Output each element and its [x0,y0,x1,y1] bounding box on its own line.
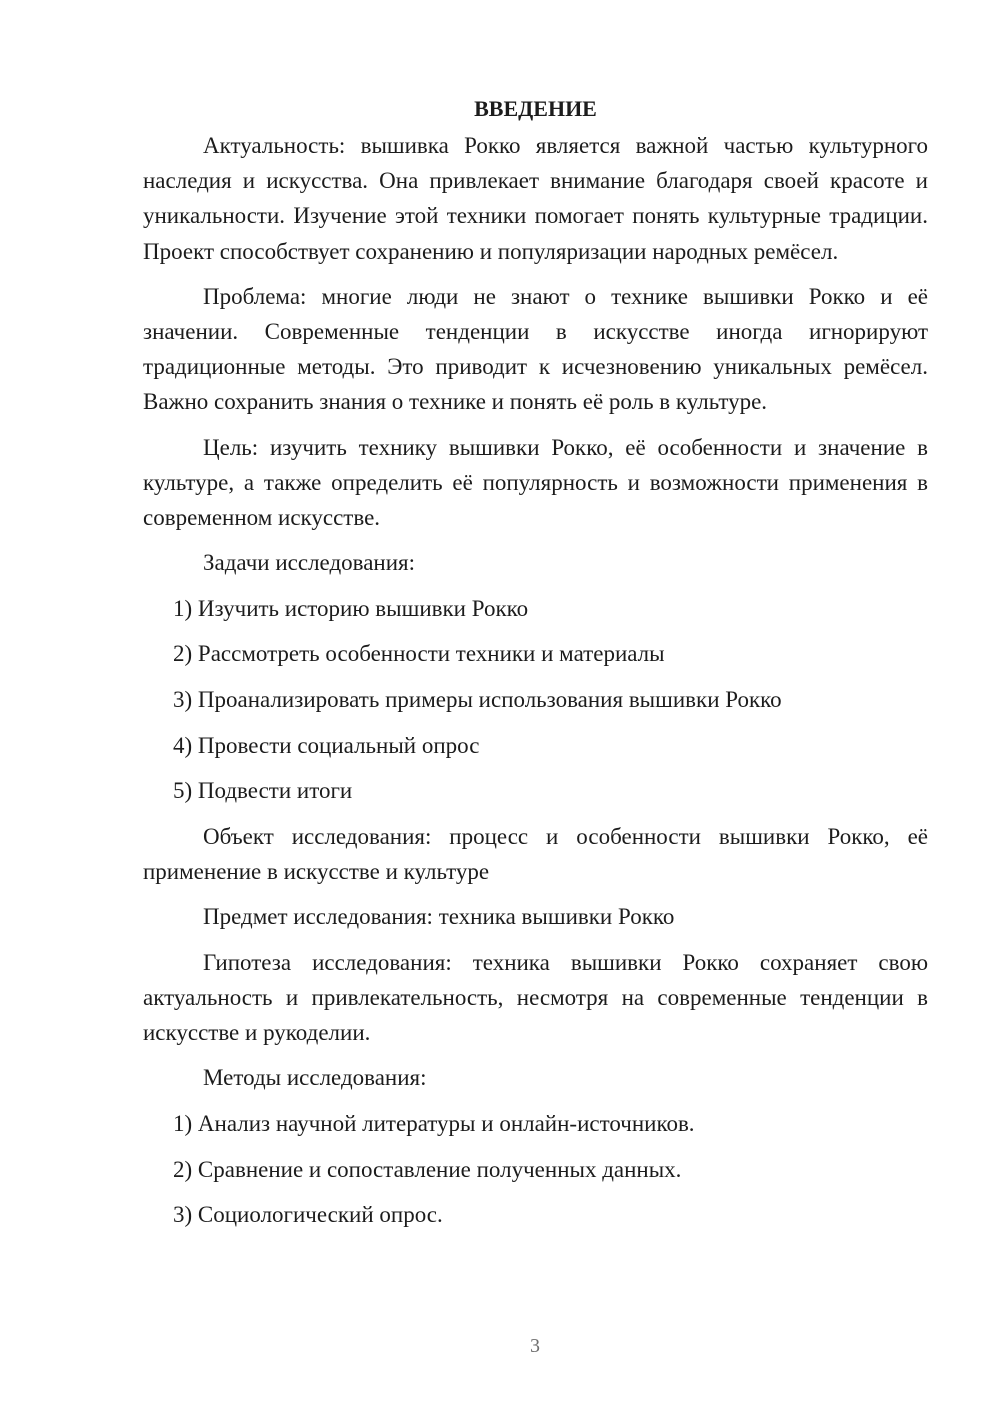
method-item: 2) Сравнение и сопоставление полученных данных. [173,1156,682,1182]
document-page [143,92,928,1243]
goal-paragraph: Цель: изучить технику вышивки Рокко, её особенности и значение в культуре, а также определить её популярность и возможности применения в современном искусстве. [143,434,928,531]
hypothesis-paragraph: Гипотеза исследования: техника вышивки Рокко сохраняет свою актуальность и привлекательность, несмотря на современные тенденции в искусстве и рукоделии. [143,949,928,1046]
relevance-paragraph: Актуальность: вышивка Рокко является важной частью культурного наследия и искусства. Она привлекает внимание благодаря своей красоте и уникальности. Изучение этой техники помогает понять культурные традиции. Проект способствует сохранению и популяризации народных ремёсел. [143,133,928,264]
section-title: ВВЕДЕНИЕ [474,96,597,121]
method-item: 1) Анализ научной литературы и онлайн-источников. [173,1111,695,1136]
task-item: 3) Проанализировать примеры использования вышивки Рокко [173,687,782,713]
subject-paragraph: Предмет исследования: техника вышивки Рокко [203,904,675,930]
problem-paragraph: Проблема: многие люди не знают о технике вышивки Рокко и её значении. Современные тенденции в искусстве иногда игнорируют традиционные методы. Это приводит к исчезновению уникальных ремёсел. Важно сохранить знания о технике и понять её роль в культуре. [143,283,928,415]
tasks-heading: Задачи исследования: [203,550,416,576]
page-number: 3 [530,1335,540,1357]
object-paragraph: Объект исследования: процесс и особенности вышивки Рокко, её применение в искусстве и культуре [143,823,928,884]
task-item: 4) Провести социальный опрос [173,732,480,758]
method-item: 3) Социологический опрос. [173,1202,443,1228]
task-item: 2) Рассмотреть особенности техники и материалы [173,641,665,667]
task-item: 5) Подвести итоги [173,778,353,804]
task-item: 1) Изучить историю вышивки Рокко [173,595,529,621]
methods-heading: Методы исследования: [203,1065,427,1091]
